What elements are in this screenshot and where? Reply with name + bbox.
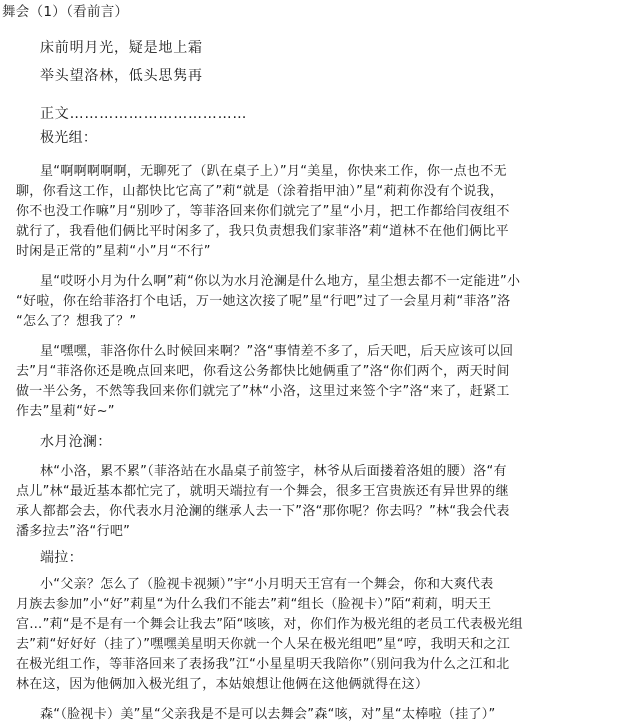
section-heading-duanla: 端拉：: [40, 550, 83, 566]
paragraph-line: 承人都都会去，你代表水月沧澜的继承人去一下”洛“那你呢？你去吗？”林“我会代表: [16, 504, 510, 519]
paragraph-line: 你不也没工作嘛”月“别吵了，等菲洛回来你们就完了”星“小月，把工作都给闫夜组不: [16, 204, 510, 219]
paragraph-line: 潘多拉去”洛“行吧”: [16, 524, 131, 539]
paragraph-line: 林“小洛，累不累”（菲洛站在水晶桌子前签字，林爷从后面搂着洛姐的腰）洛“有: [40, 464, 507, 479]
paragraph-line: 小“父亲？怎么了（脸视卡视频）”宇“小月明天王宫有一个舞会，你和大爽代表: [40, 577, 494, 592]
paragraph-line: 林在这，因为他俩加入极光组了，本姑娘想让他俩在这他俩就得在这）: [16, 677, 429, 692]
poem-line-1: 床前明月光，疑是地上霜: [40, 40, 203, 56]
paragraph-line: “怎么了？想我了？”: [16, 314, 137, 329]
paragraph-line: 星“嘿嘿，菲洛你什么时候回来啊？”洛“事情差不多了，后天吧，后天应该可以回: [40, 344, 514, 359]
paragraph-line: 星“啊啊啊啊啊，无聊死了（趴在桌子上）”月“美星，你快来工作，你一点也不无: [40, 164, 507, 179]
paragraph-line: 作去”星莉“好~”: [16, 404, 115, 419]
section-heading-jiguang: 极光组：: [40, 130, 98, 146]
section-heading-shuiyue: 水月沧澜：: [40, 434, 112, 450]
paragraph-line: 森“（脸视卡）美”星“父亲我是不是可以去舞会”森“咳，对”星“太棒啦（挂了）”: [40, 707, 496, 722]
paragraph-line: 做一半公务，不然等我回来你们就完了”林“小洛，这里过来签个字”洛“来了，赶紧工: [16, 384, 510, 399]
paragraph-line: 点儿”林“最近基本都忙完了，就明天端拉有一个舞会，很多王宫贵族还有异世界的继: [16, 484, 509, 499]
paragraph-line: 聊，你看这工作，山都快比它高了”莉“就是（涂着指甲油）”星“莉莉你没有个说我，: [16, 184, 504, 199]
main-text-label: 正文………………………………: [40, 106, 248, 122]
paragraph-line: 时闲是正常的”星莉“小”月“不行”: [16, 244, 211, 259]
paragraph-line: “好啦，你在给菲洛打个电话，万一她这次接了呢”星“行吧”过了一会星月莉“菲洛”洛: [16, 294, 511, 309]
paragraph-line: 月族去参加”小“好”莉星“为什么我们不能去”莉“组长（脸视卡）”陌“莉莉，明天王: [16, 597, 492, 612]
paragraph-line: 去”莉“好好好（挂了）”嘿嘿美星明天你就一个人呆在极光组吧”星“哼，我明天和之江: [16, 637, 511, 652]
paragraph-line: 星“哎呀小月为什么啊”莉“你以为水月沧澜是什么地方，星尘想去都不一定能进”小: [40, 274, 521, 289]
paragraph-line: 就行了，我看他们俩比平时闲多了，我只负责想我们家菲洛”莉“道林不在他们俩比平: [16, 224, 509, 239]
paragraph-line: 宫…”莉“是不是有一个舞会让我去”陌“咳咳，对，你们作为极光组的老员工代表极光组: [16, 617, 523, 632]
paragraph-line: 在极光组工作，等菲洛回来了表扬我”江“小星星明天我陪你”（别问我为什么之江和北: [16, 657, 510, 672]
paragraph-line: 去”月“菲洛你还是晚点回来吧，你看这公务都快比她俩重了”洛“你们两个，两天时间: [16, 364, 510, 379]
poem-line-2: 举头望洛林，低头思隽再: [40, 68, 203, 84]
document-title: 舞会（1）（看前言）: [2, 4, 129, 20]
